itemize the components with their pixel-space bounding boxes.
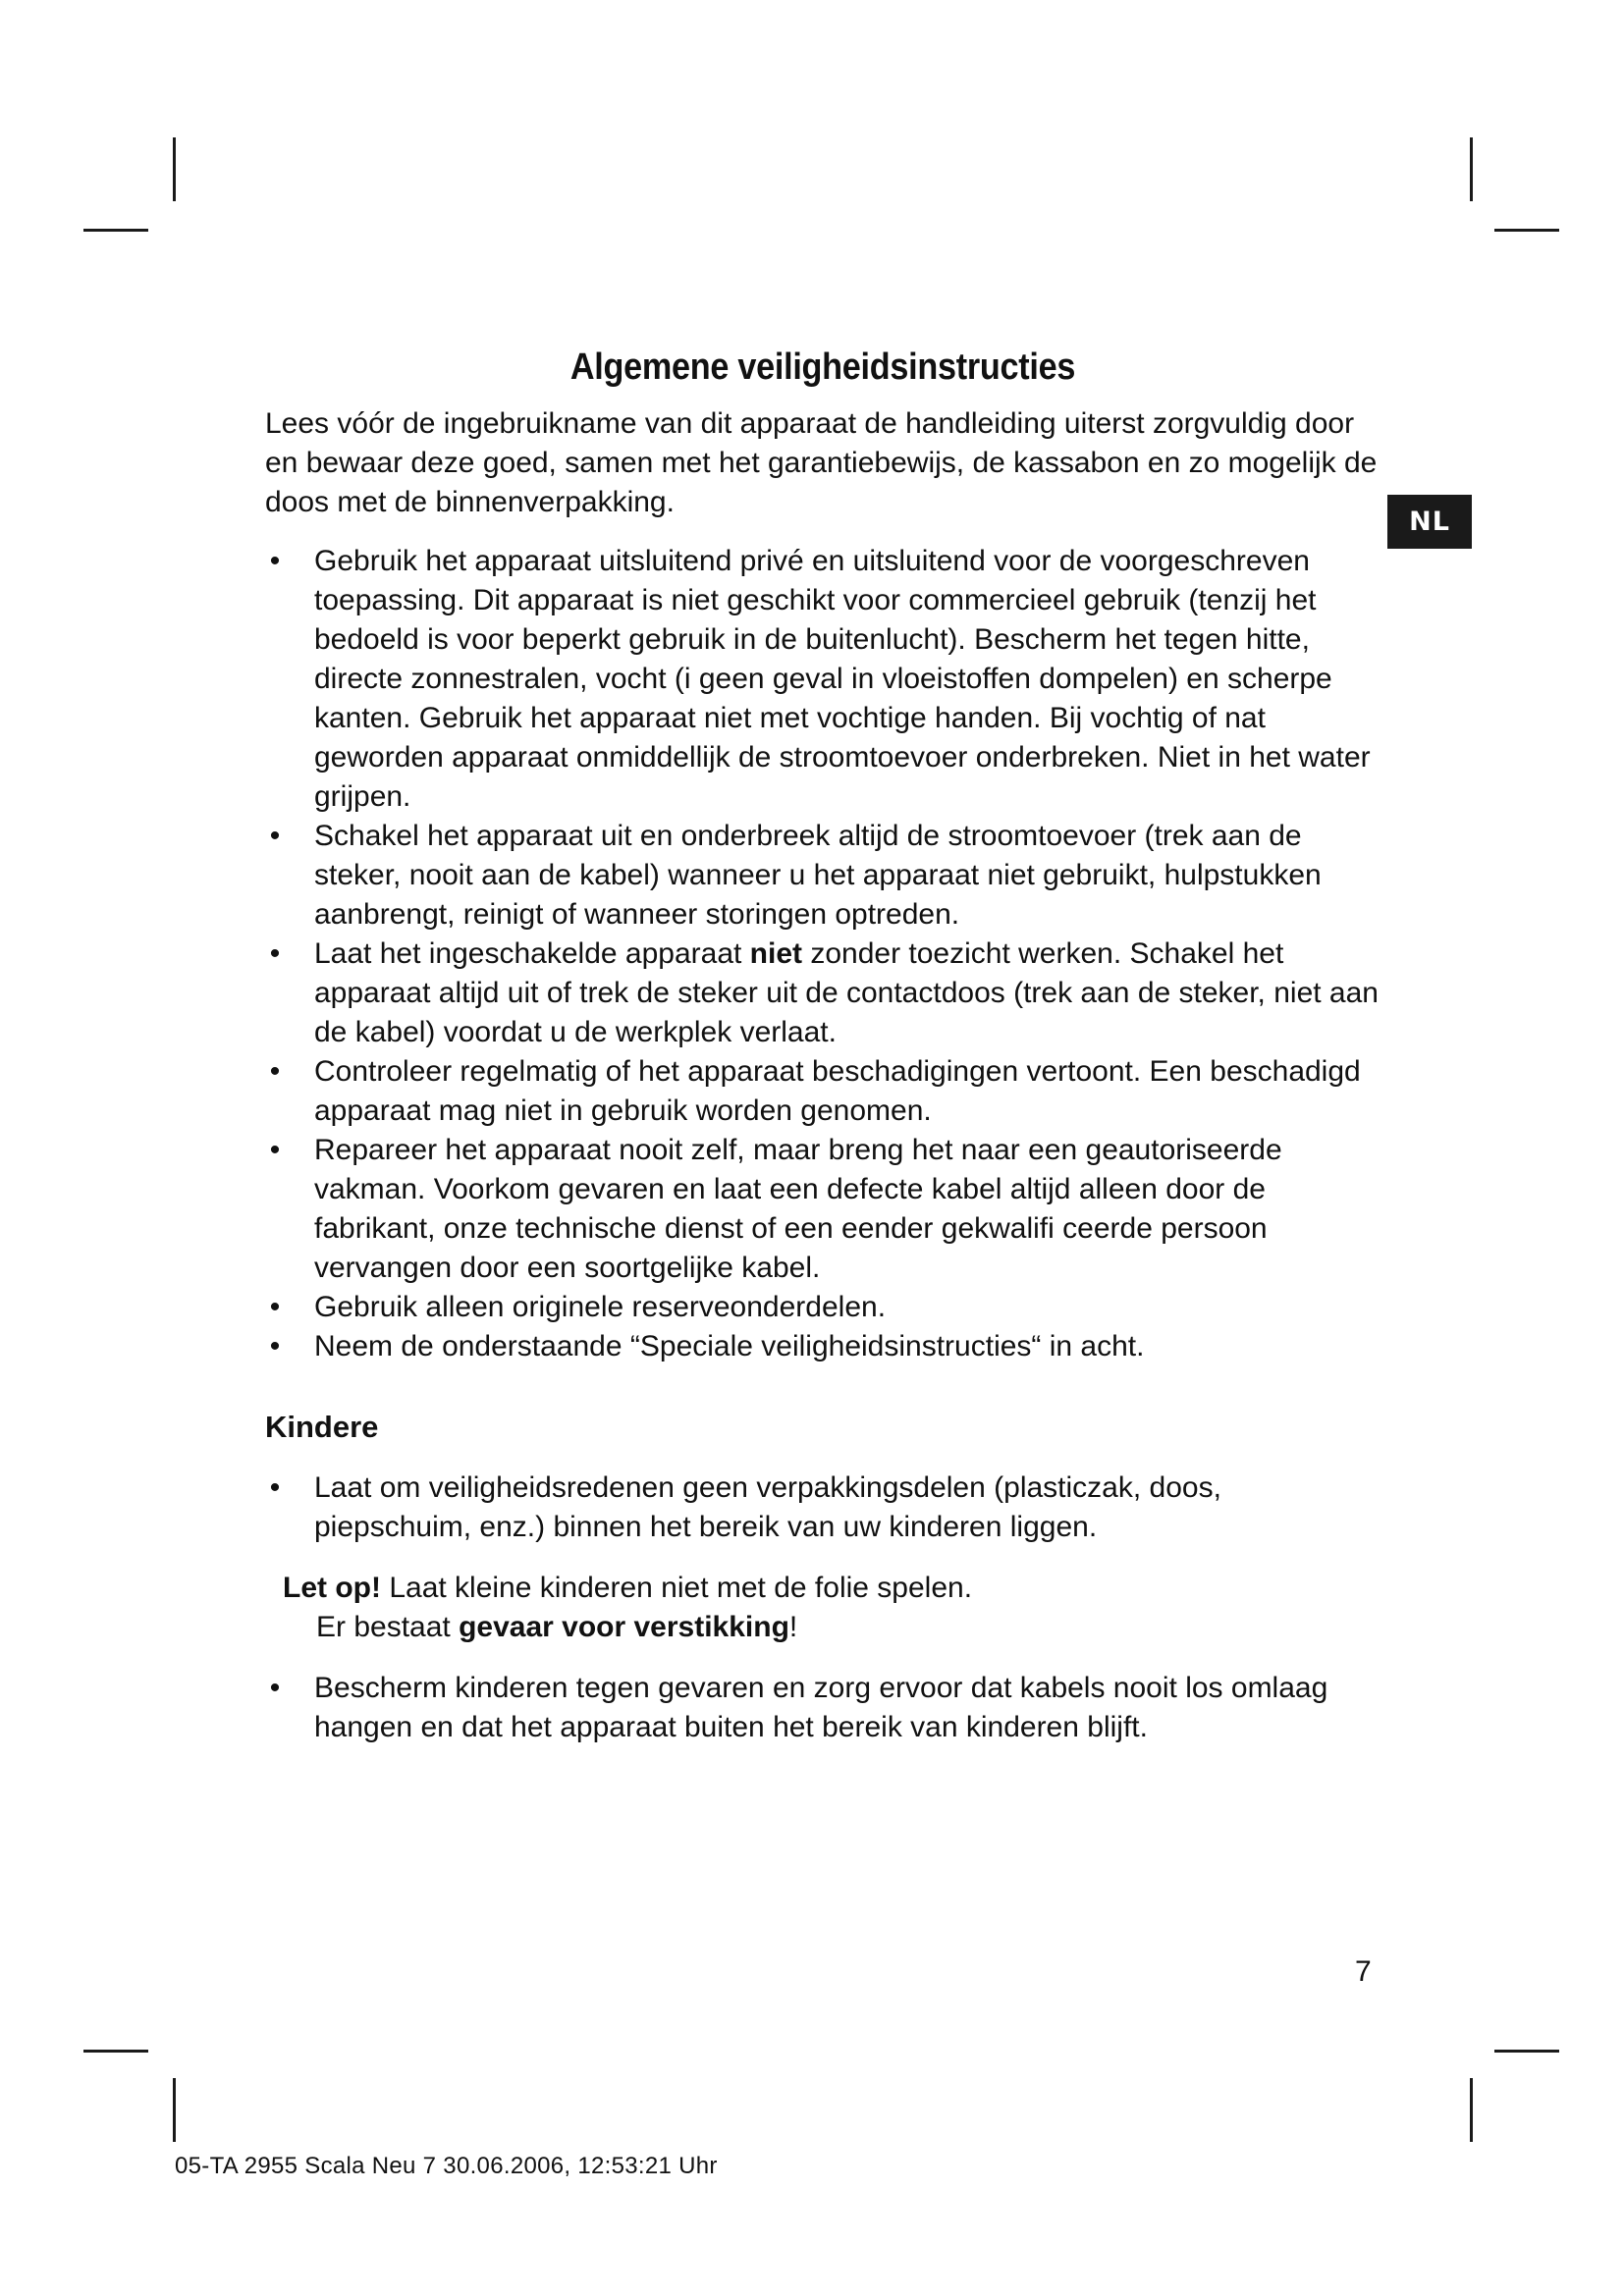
crop-mark-bottom-right-horizontal (1494, 2050, 1559, 2053)
list-item-text-before: Laat het ingeschakelde apparaat (314, 937, 750, 970)
bullet-marker: • (269, 1672, 281, 1704)
emphasis-niet: niet (749, 937, 803, 970)
children-heading: Kindere (265, 1410, 379, 1444)
print-footer: 05-TA 2955 Scala Neu 7 30.06.2006, 12:53:21 Uhr (175, 2153, 718, 2179)
warning-note (283, 1569, 1380, 1647)
bullet-marker: • (269, 1134, 281, 1166)
list-item-text: Repareer het apparaat nooit zelf, maar breng het naar een geautoriseerde vakman. Voorkom gevaren en laat een defecte kabel altijd alleen door de fabrikant, onze technische dienst of een eender gekwalifi ceerde persoon vervangen door een soortgelijke kabel. (314, 1134, 1282, 1284)
intro-paragraph: Lees vóór de ingebruikname van dit apparaat de handleiding uiterst zorgvuldig door en bewaar deze goed, samen met het garantiebewijs, de kassabon en zo mogelijk de doos met de binnenverpakking. (265, 407, 1378, 518)
language-tab: NL (1387, 495, 1472, 549)
list-item-text: Schakel het apparaat uit en onderbreek altijd de stroomtoevoer (trek aan de steker, nooit aan de kabel) wanneer u het apparaat niet gebruikt, hulpstukken aanbrengt, reinigt of wanneer storingen optreden. (314, 820, 1322, 931)
document-body (265, 344, 1380, 1747)
bullet-marker: • (269, 1330, 281, 1362)
list-item (265, 1468, 1380, 1547)
safety-list (265, 542, 1380, 1366)
warning-label: Let op! (283, 1572, 381, 1604)
children-list-2 (265, 1669, 1380, 1747)
list-item-text: Gebruik alleen originele reserveonderdelen. (314, 1291, 887, 1323)
list-item (265, 934, 1380, 1052)
bullet-marker: • (269, 1055, 281, 1088)
list-item-text: Controleer regelmatig of het apparaat beschadigingen vertoont. Een beschadigd apparaat mag niet in gebruik worden genomen. (314, 1055, 1361, 1127)
warning-text-before: Er bestaat (316, 1611, 460, 1643)
bullet-marker: • (269, 820, 281, 852)
list-item-text: Gebruik het apparaat uitsluitend privé en uitsluitend voor de voorgeschreven toepassing. Dit apparaat is niet geschikt voor commercieel gebruik (tenzij het bedoeld is voor beperkt gebruik in de buitenlucht). Bescherm het tegen hitte, directe zonnestralen, vocht (i geen geval in vloeistoffen dompelen) en scherpe kanten. Gebruik het apparaat niet met vochtige handen. Bij vochtig of nat geworden apparaat onmiddellijk de stroomtoevoer onderbreken. Niet in het water grijpen. (314, 545, 1371, 813)
list-item (265, 1327, 1380, 1366)
crop-mark-top-right-horizontal (1494, 229, 1559, 232)
children-list (265, 1468, 1380, 1547)
list-item (265, 1288, 1380, 1327)
list-item-text-after: zonder toezicht werken. Schakel het apparaat altijd uit of trek de steker uit de contactdoos (trek aan de steker, niet aan de kabel) voordat u de werkplek verlaat. (314, 937, 1379, 1048)
crop-mark-top-left-vertical (173, 137, 176, 201)
page-number: 7 (1355, 1955, 1372, 1988)
page-title: Algemene veiligheidsinstructies (569, 347, 1076, 388)
list-item-text: Neem de onderstaande “Speciale veiligheidsinstructies“ in acht. (314, 1330, 1145, 1362)
crop-mark-bottom-left-vertical (173, 2078, 176, 2142)
bullet-marker: • (269, 1471, 281, 1504)
list-item (265, 542, 1380, 817)
bullet-marker: • (269, 937, 281, 970)
crop-mark-bottom-left-horizontal (83, 2050, 148, 2053)
crop-mark-top-left-horizontal (83, 229, 148, 232)
list-item (265, 817, 1380, 934)
warning-text-after: ! (788, 1611, 798, 1643)
crop-mark-bottom-right-vertical (1470, 2078, 1473, 2142)
crop-mark-top-right-vertical (1470, 137, 1473, 201)
list-item (265, 1052, 1380, 1131)
warning-line-2 (283, 1608, 1380, 1647)
bullet-marker: • (269, 1291, 281, 1323)
list-item-text: Laat om veiligheidsredenen geen verpakkingsdelen (plasticzak, doos, piepschuim, enz.) binnen het bereik van uw kinderen liggen. (314, 1471, 1221, 1543)
warning-text: Laat kleine kinderen niet met de folie spelen. (380, 1572, 973, 1604)
bullet-marker: • (269, 545, 281, 577)
list-item (265, 1131, 1380, 1288)
warning-emphasis: gevaar voor verstikking (459, 1611, 789, 1643)
list-item (265, 1669, 1380, 1747)
list-item-text: Bescherm kinderen tegen gevaren en zorg ervoor dat kabels nooit los omlaag hangen en dat het apparaat buiten het bereik van kinderen blijft. (314, 1672, 1328, 1743)
